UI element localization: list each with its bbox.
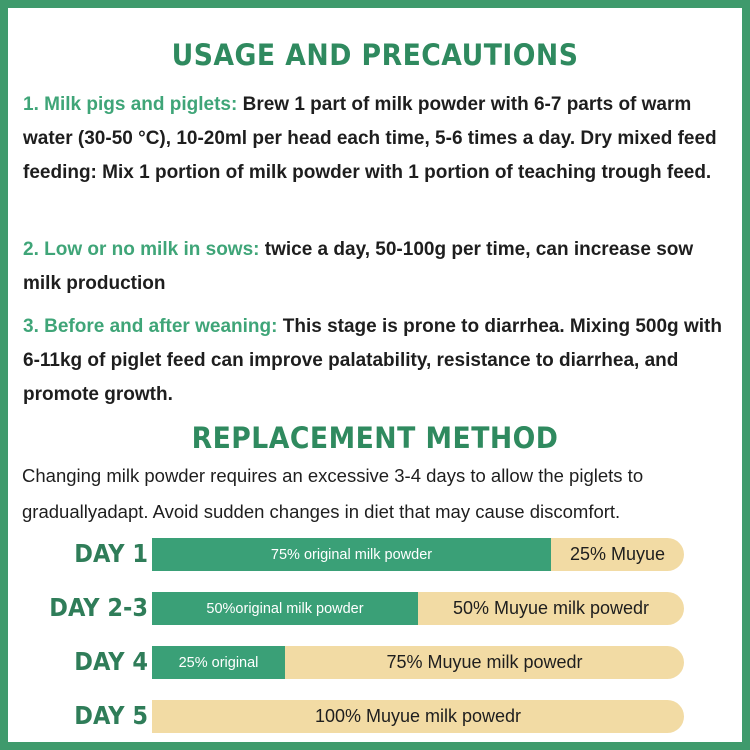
day-ratio-bar [152, 538, 684, 571]
muyue-milk-segment: 100% Muyue milk powedr [314, 706, 522, 726]
day-ratio-bar [152, 646, 684, 679]
usage-item-2-text: twice a day, 50-100g per time, can increase sow milk production [23, 239, 694, 294]
muyue-milk-segment: 25% Muyue [569, 544, 666, 564]
replacement-title: REPLACEMENT METHOD [191, 421, 559, 455]
day-label: DAY 4 [74, 647, 148, 676]
original-milk-segment: 75% original milk powder [152, 538, 551, 571]
muyue-milk-segment: 75% Muyue milk powedr [386, 652, 583, 672]
usage-title: USAGE AND PRECAUTIONS [171, 38, 579, 72]
day-ratio-bar [152, 592, 684, 625]
day-label: DAY 1 [74, 539, 148, 568]
replacement-intro: Changing milk powder requires an excessive 3-4 days to allow the piglets to graduallyadapt. Avoid sudden changes in diet that may cause discomfort. [22, 465, 644, 522]
usage-item-3-lead: 3. Before and after weaning: [23, 316, 278, 337]
day-label: DAY 2-3 [49, 593, 148, 622]
usage-item-1-lead: 1. Milk pigs and piglets: [23, 94, 238, 115]
usage-item-1 [23, 88, 735, 190]
muyue-milk-segment: 50% Muyue milk powedr [452, 598, 650, 618]
usage-item-2-lead: 2. Low or no milk in sows: [23, 239, 260, 260]
usage-item-1-text: Brew 1 part of milk powder with 6-7 parts of warm water (30-50 °C), 10-20ml per head each time, 5-6 times a day. Dry mixed feed feeding: Mix 1 portion of milk powder with 1 portion of teaching trough feed. [23, 94, 717, 183]
usage-item-3 [23, 310, 735, 412]
info-card [8, 8, 742, 742]
original-milk-segment: 50%original milk powder [152, 592, 418, 625]
usage-item-3-text: This stage is prone to diarrhea. Mixing 500g with 6-11kg of piglet feed can improve palatability, resistance to diarrhea, and promote growth. [23, 316, 722, 405]
day-label: DAY 5 [74, 701, 148, 730]
day-ratio-bar [152, 700, 684, 733]
original-milk-segment: 25% original [152, 646, 285, 679]
usage-item-2 [23, 233, 735, 301]
